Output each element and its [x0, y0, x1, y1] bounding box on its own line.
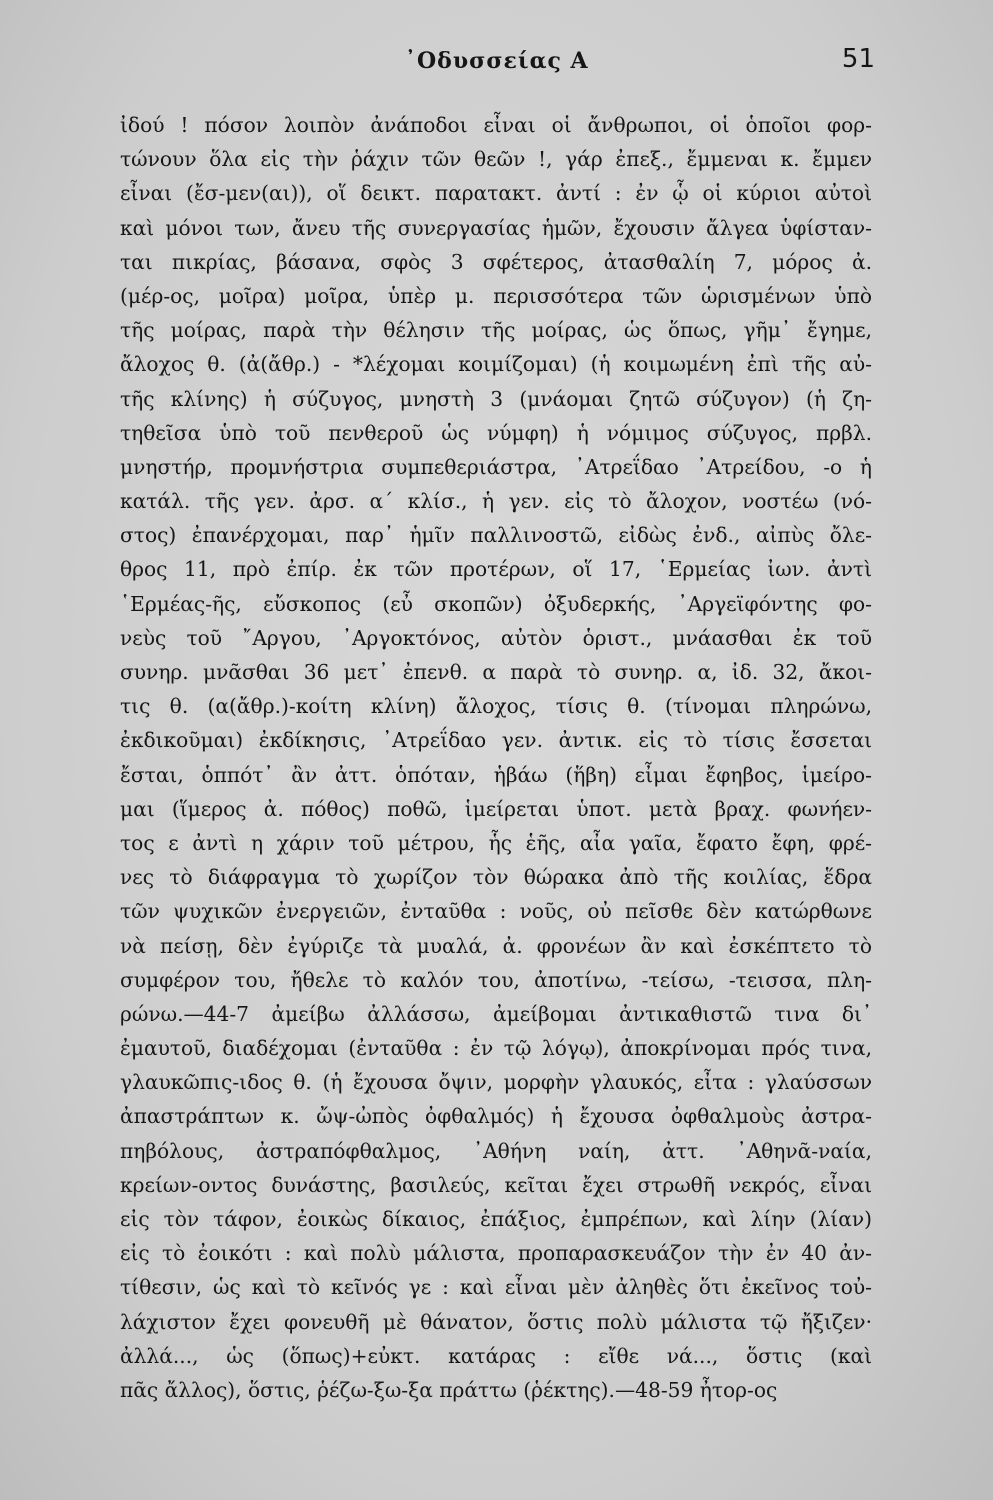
text-line: τος ε ἀντὶ η χάριν τοῦ μέτρου, ἧς ἑῆς, αἶα γαῖα, ἔφατο ἔφη, φρέ- [120, 830, 872, 855]
text-line: συνηρ. μνᾶσθαι 36 μετ᾽ ἐπενθ. α παρὰ τὸ συνηρ. α, ἰδ. 32, ἄκοι- [120, 660, 872, 684]
text-line: ἀλλά..., ὡς (ὅπως)+εὐκτ. κατάρας : εἴθε νά..., ὅστις (καὶ [120, 1343, 872, 1368]
text-line: εἰς τὸ ἐοικότι : καὶ πολὺ μάλιστα, προπαρασκευάζον τὴν ἐν 40 ἀν- [120, 1241, 872, 1266]
text-line: τῶν ψυχικῶν ἐνεργειῶν, ἐνταῦθα : νοῦς, οὐ πεῖσθε δὲν κατώρθωνε [120, 899, 872, 924]
text-line: θρος 11, πρὸ ἐπίρ. ἐκ τῶν προτέρων, οἵ 17, ῾Ερμείας ἰων. ἀντὶ [120, 557, 872, 582]
text-line: ται πικρίας, βάσανα, σφὸς 3 σφέτερος, ἀτασθαλίη 7, μόρος ἀ. [120, 249, 872, 274]
text-line: τηθεῖσα ὑπὸ τοῦ πενθεροῦ ὡς νύμφη) ἡ νόμιμος σύζυγος, πρβλ. [120, 420, 872, 445]
running-title: ᾽Οδυσσείας Α [405, 48, 589, 74]
text-line: ρώνω.—44-7 ἀμείβω ἀλλάσσω, ἀμείβομαι ἀντικαθιστῶ τινα δι᾽ [120, 1001, 872, 1026]
text-line: κατάλ. τῆς γεν. ἀρσ. α΄ κλίσ., ἡ γεν. εἰς τὸ ἄλοχον, νοστέω (νό- [120, 489, 872, 514]
text-line: μαι (ἵμερος ἀ. πόθος) ποθῶ, ἱμείρεται ὑποτ. μετὰ βραχ. φωνήεν- [120, 796, 872, 821]
text-line: πᾶς ἄλλος), ὅστις, ῥέζω-ξω-ξα πράττω (ῥέκτης).—48-59 ἦτορ-ος [120, 1377, 778, 1402]
text-line: μνηστήρ, προμνήστρια συμπεθεριάστρα, ᾽Ατρεΐδαο ᾽Ατρείδου, -ο ἡ [120, 454, 872, 479]
text-line: ἐκδικοῦμαι) ἐκδίκησις, ᾽Ατρεΐδαο γεν. ἀντικ. εἰς τὸ τίσις ἔσσεται [120, 728, 872, 753]
text-line: γλαυκῶπις-ιδος θ. (ἡ ἔχουσα ὄψιν, μορφὴν γλαυκός, εἶτα : γλαύσσων [120, 1070, 872, 1095]
text-line: τώνουν ὅλα εἰς τὴν ῥάχιν τῶν θεῶν !, γάρ ἐπεξ., ἔμμεναι κ. ἔμμεν [120, 147, 872, 172]
text-line: πηβόλους, ἀστραπόφθαλμος, ᾽Αθήνη ναίη, ἀττ. ᾽Αθηνᾶ-ναία, [120, 1138, 872, 1163]
text-line: ἔσται, ὁππότ᾽ ἂν ἀττ. ὁπόταν, ἡβάω (ἥβη) εἶμαι ἔφηβος, ἱμείρο- [120, 762, 872, 787]
text-line: νεὺς τοῦ ῎Αργου, ᾽Αργοκτόνος, αὐτὸν ὁριστ., μνάασθαι ἐκ τοῦ [120, 625, 872, 650]
text-line: τῆς κλίνης) ἡ σύζυγος, μνηστὴ 3 (μνάομαι ζητῶ σύζυγον) (ἡ ζη- [120, 386, 872, 411]
text-line: εἶναι (ἔσ-μεν(αι)), οἵ δεικτ. παρατακτ. ἀντί : ἐν ᾧ οἱ κύριοι αὐτοὶ [120, 181, 872, 206]
text-line: λάχιστον ἔχει φονευθῆ μὲ θάνατον, ὅστις πολὺ μάλιστα τῷ ἤξιζεν· [120, 1309, 872, 1334]
page-header [0, 44, 993, 84]
text-line: (μέρ-ος, μοῖρα) μοῖρα, ὑπὲρ μ. περισσότερα τῶν ὡρισμένων ὑπὸ [120, 283, 872, 308]
commentary-text [120, 108, 872, 1407]
text-line: νὰ πείσῃ, δὲν ἐγύριζε τὰ μυαλά, ἀ. φρονέων ἂν καὶ ἐσκέπτετο τὸ [120, 933, 872, 958]
text-line: συμφέρον του, ἤθελε τὸ καλόν του, ἀποτίνω, -τείσω, -τεισσα, πλη- [120, 967, 872, 992]
text-line: τις θ. (α(ἄθρ.)-κοίτη κλίνη) ἄλοχος, τίσις θ. (τίνομαι πληρώνω, [120, 694, 872, 719]
text-line: ῾Ερμέας-ῆς, εὔσκοπος (εὖ σκοπῶν) ὀξυδερκής, ᾽Αργεϊφόντης φο- [120, 591, 872, 616]
text-line: ἀπαστράπτων κ. ὤψ-ὠπὸς ὀφθαλμός) ἡ ἔχουσα ὀφθαλμοὺς ἀστρα- [120, 1104, 872, 1129]
text-line: ἐμαυτοῦ, διαδέχομαι (ἐνταῦθα : ἐν τῷ λόγῳ), ἀποκρίνομαι πρός τινα, [120, 1036, 872, 1061]
text-line: κρείων-οντος δυνάστης, βασιλεύς, κεῖται ἔχει στρωθῆ νεκρός, εἶναι [120, 1172, 872, 1197]
text-line: εἰς τὸν τάφον, ἐοικὼς δίκαιος, ἐπάξιος, ἐμπρέπων, καὶ λίην (λίαν) [120, 1207, 872, 1231]
text-line: καὶ μόνοι των, ἄνευ τῆς συνεργασίας ἡμῶν, ἔχουσιν ἄλγεα ὑφίσταν- [120, 215, 872, 240]
text-line: ἰδού ! πόσον λοιπὸν ἀνάποδοι εἶναι οἱ ἄνθρωποι, οἱ ὁποῖοι φορ- [120, 113, 872, 137]
text-line: τῆς μοίρας, παρὰ τὴν θέλησιν τῆς μοίρας, ὡς ὅπως, γῆμ᾽ ἔγημε, [120, 318, 872, 343]
text-line: τίθεσιν, ὡς καὶ τὸ κεῖνός γε : καὶ εἶναι μὲν ἀληθὲς ὅτι ἐκεῖνος τοὐ- [120, 1275, 872, 1300]
text-line: νες τὸ διάφραγμα τὸ χωρίζον τὸν θώρακα ἀπὸ τῆς κοιλίας, ἕδρα [120, 865, 872, 890]
text-line: στος) ἐπανέρχομαι, παρ᾽ ἡμῖν παλλινοστῶ, εἰδὼς ἐνδ., αἰπὺς ὄλε- [120, 523, 872, 548]
text-line: ἄλοχος θ. (ἀ(ἄθρ.) - *λέχομαι κοιμίζομαι) (ἡ κοιμωμένη ἐπὶ τῆς αὐ- [120, 352, 872, 377]
page-number: 51 [841, 44, 875, 74]
